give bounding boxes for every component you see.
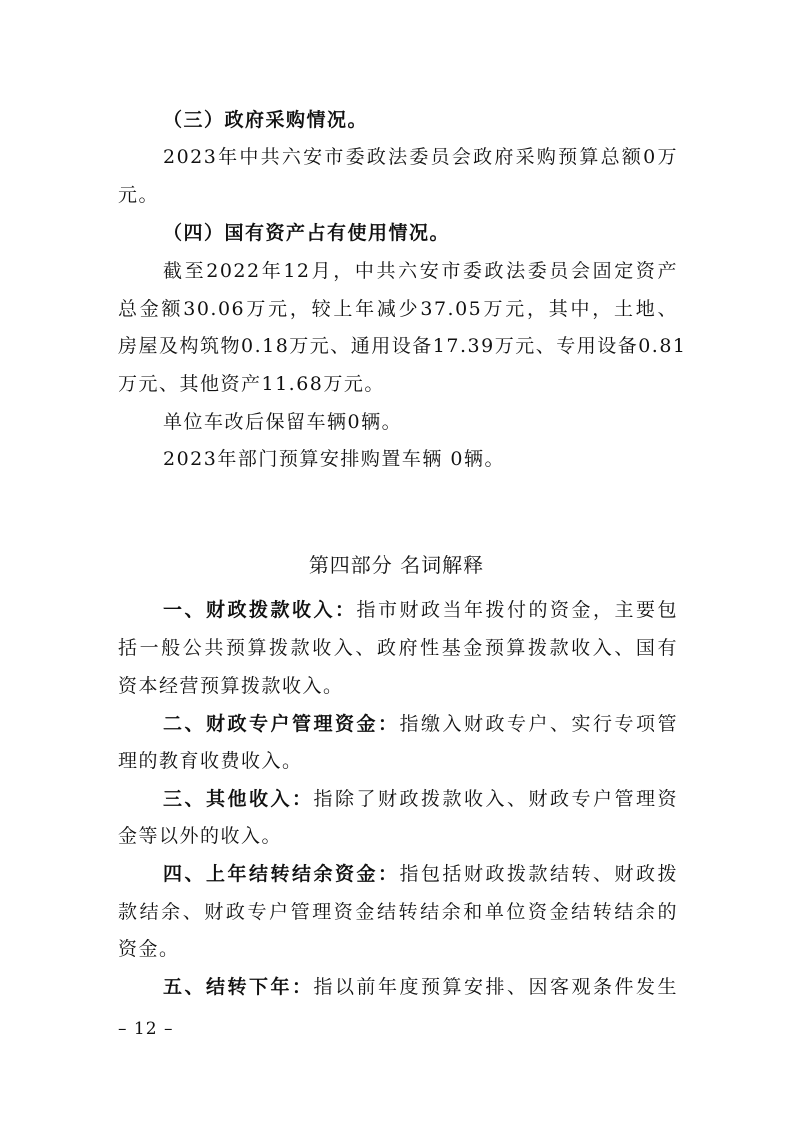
term-item-3-text-1: 指除了财政拨款收入、财政专户管理资 (313, 788, 678, 810)
section-4-line-4: 万元、其他资产11.68万元。 (118, 373, 385, 395)
term-item-1-label: 一、财政拨款收入： (163, 599, 357, 621)
section-3-line-2: 元。 (118, 184, 160, 206)
section-4-line-1: 截至2022年12月，中共六安市委政法委员会固定资产 (163, 260, 678, 282)
term-item-4-line-3: 资金。 (118, 938, 180, 960)
term-item-3-line-1 (163, 781, 678, 817)
page-number: – 12 – (118, 1019, 174, 1039)
vehicles-retained-text: 单位车改后保留车辆0辆。 (163, 411, 403, 433)
term-item-3-line-2: 金等以外的收入。 (118, 825, 283, 847)
term-item-1-line-1 (163, 592, 678, 628)
term-item-4-line-1 (163, 856, 678, 892)
term-item-2-label: 二、财政专户管理资金： (163, 713, 400, 735)
term-item-5-text-1: 指以前年度预算安排、因客观条件发生 (313, 976, 678, 998)
section-4-title: （四）国有资产占有使用情况。 (163, 222, 451, 244)
section-3-title: （三）政府采购情况。 (163, 109, 369, 131)
term-item-2-line-2: 理的教育收费收入。 (118, 750, 303, 772)
term-item-4-label: 四、上年结转结余资金： (163, 863, 400, 885)
section-3-line-1: 2023年中共六安市委政法委员会政府采购预算总额0万 (163, 146, 678, 168)
section-4-line-3: 房屋及构筑物0.18万元、通用设备17.39万元、专用设备0.81 (118, 335, 687, 357)
term-item-2-line-1 (163, 706, 678, 742)
term-item-2-text-1: 指缴入财政专户、实行专项管 (399, 713, 678, 735)
term-item-1-text-1: 指市财政当年拨付的资金，主要包 (356, 599, 678, 621)
section-4-line-2: 总金额30.06万元，较上年减少37.05万元，其中，土地、 (118, 298, 678, 320)
term-item-5-label: 五、结转下年： (163, 976, 314, 998)
term-item-1-line-3: 资本经营预算拨款收入。 (118, 675, 344, 697)
vehicles-purchase-text: 2023年部门预算安排购置车辆 0辆。 (163, 448, 505, 470)
term-item-5-line-1 (163, 969, 678, 1005)
part-4-heading: 第四部分 名词解释 (308, 553, 485, 577)
term-item-1-line-2: 括一般公共预算拨款收入、政府性基金预算拨款收入、国有 (118, 637, 678, 659)
term-item-3-label: 三、其他收入： (163, 788, 314, 810)
term-item-4-text-1: 指包括财政拨款结转、财政拨 (399, 863, 678, 885)
term-item-4-line-2: 款结余、财政专户管理资金结转结余和单位资金结转结余的 (118, 901, 678, 923)
